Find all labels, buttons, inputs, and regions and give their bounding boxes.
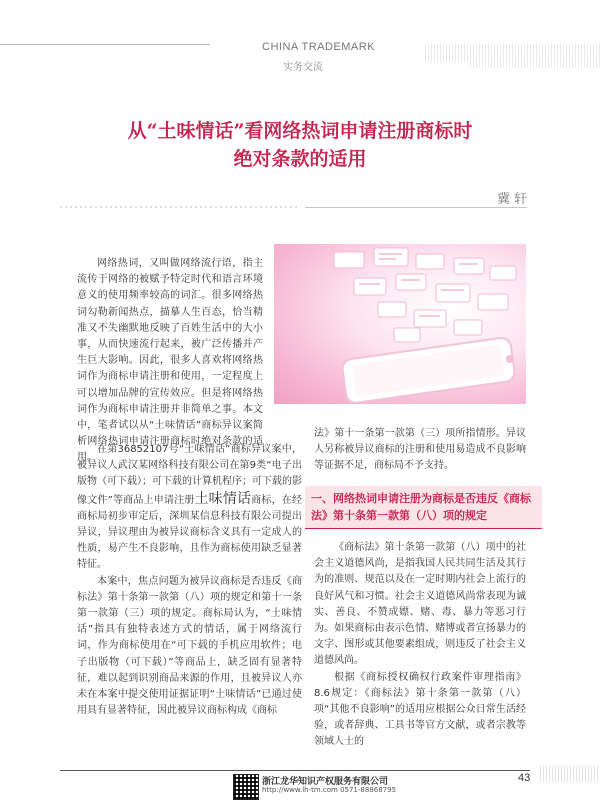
guideline-paragraph: 根据《商标授权确权行政案件审理指南》8.6规定：《商标法》第十条第一款第（八）项“其他不良影响”的适用应根据公众日常生活经验，或者辞典、工具书等官方文献，或者宗教等领域人士的 [314,671,526,748]
right-column-intro: 法》第十一条第一款第（三）项所指情形。异议人另称被异议商标的注册和使用易造成不良影响等证据不足，商标局不予支持。 [314,428,526,472]
morality-paragraph: 《商标法》第十条第一款第（八）项中的社会主义道德风尚，是指我国人民共同生活及其行为的准则、规范以及在一定时期内社会上流行的良好风气和习惯。社会主义道德风尚常表现为诚实、善良、不赞成嫖、赌、毒、暴力等恶习行为。如果商标由表示色情、赌博或者宣扬暴力的文字、图形或其他要素组成，则违反了社会主义道德风尚。 [314,542,526,667]
page-number: 43 [518,772,531,784]
footer-company: 浙江龙华知识产权服务有限公司 [262,777,389,787]
header-section-label: 实务交流 [283,62,323,73]
left-column [77,442,302,719]
right-column-body [314,540,526,751]
footer-decoration [540,766,600,782]
footer-contact: http://www.lh-tm.com 0571-88868795 [262,786,397,794]
lead-paragraph-end [77,418,302,434]
case-text-before: 在第36852107号“土味情话”商标异议案中，被异议人武汉某网络科技有限公司在第9类“电子出版物（可下载）；可下载的计算机程序；可下载的影像文件”等商品上申请注册 [77,444,302,506]
section-heading-rule [305,528,542,529]
author-divider [305,207,527,208]
lead-paragraph [77,256,263,464]
footer-rule [60,770,530,771]
analysis-paragraph: 本案中，焦点问题为被异议商标是否违反《商标法》第十条第一款第（八）项的规定和第十一条第一款第（三）项的规定。商标局认为，“土味情话”指具有独特表述方式的情话，属于网络流行词，作为商标使用在“可下载的手机应用软件；电子出版物（可下载）”等商品上，缺乏固有显著特征，难以起到识别商品来源的作用，且被异议人亦未在本案中提交使用证据证明“土味情话”已通过使用具有显著特征，因此被异议商标构成《商标 [77,575,302,717]
header-english: CHINA TRADEMARK [262,41,376,53]
article-title-line2: 绝对条款的适用 [233,148,367,170]
author-name: 冀 轩 [497,192,528,207]
article-title-line1: 从“土味情话”看网络热词申请注册商标时 [127,120,473,142]
author-divider-dots [60,206,300,208]
case-paragraph [77,442,302,574]
lead-text: 网络热词，又叫做网络流行语，指主流传于网络的被赋予特定时代和语言环境意义的使用频率较高的词汇。很多网络热词勾勒新闻热点，描摹人生百态，恰当精准又不失幽默地反映了百姓生活中的大小事，从而快速流行起来，被广泛传播并产生巨大影响。因此，很多人喜欢将网络热词作为商标申请注册和使用，一定程度上可以增加品牌的宣传效应。但是将网络热词作为商标申请注册并非简单之事。本文中，笔者试以从“土味情话”商标异议案简析网络热词申请注册商标时绝对条款的适用。 [77,258,263,464]
section-heading: 一、网络热词申请注册为商标是否违反《商标法》第十条第一款第（八）项的规定 [305,486,542,528]
case-text-after: 商标，在经商标局初步审定后，深圳某信息科技有限公司提出异议，异议理由为被异议商标含义具有一定成人的性质，易产生不良影响，且作为商标使用缺乏显著特征。 [77,494,302,571]
phone-chat-bubbles-image [274,244,526,404]
header-rule [0,44,210,45]
trademark-mark-text: 土味情话 [194,490,252,507]
article-illustration [274,244,526,404]
qr-code-icon [233,774,259,800]
header-decoration [425,44,600,62]
header-decoration-lower [470,62,600,68]
